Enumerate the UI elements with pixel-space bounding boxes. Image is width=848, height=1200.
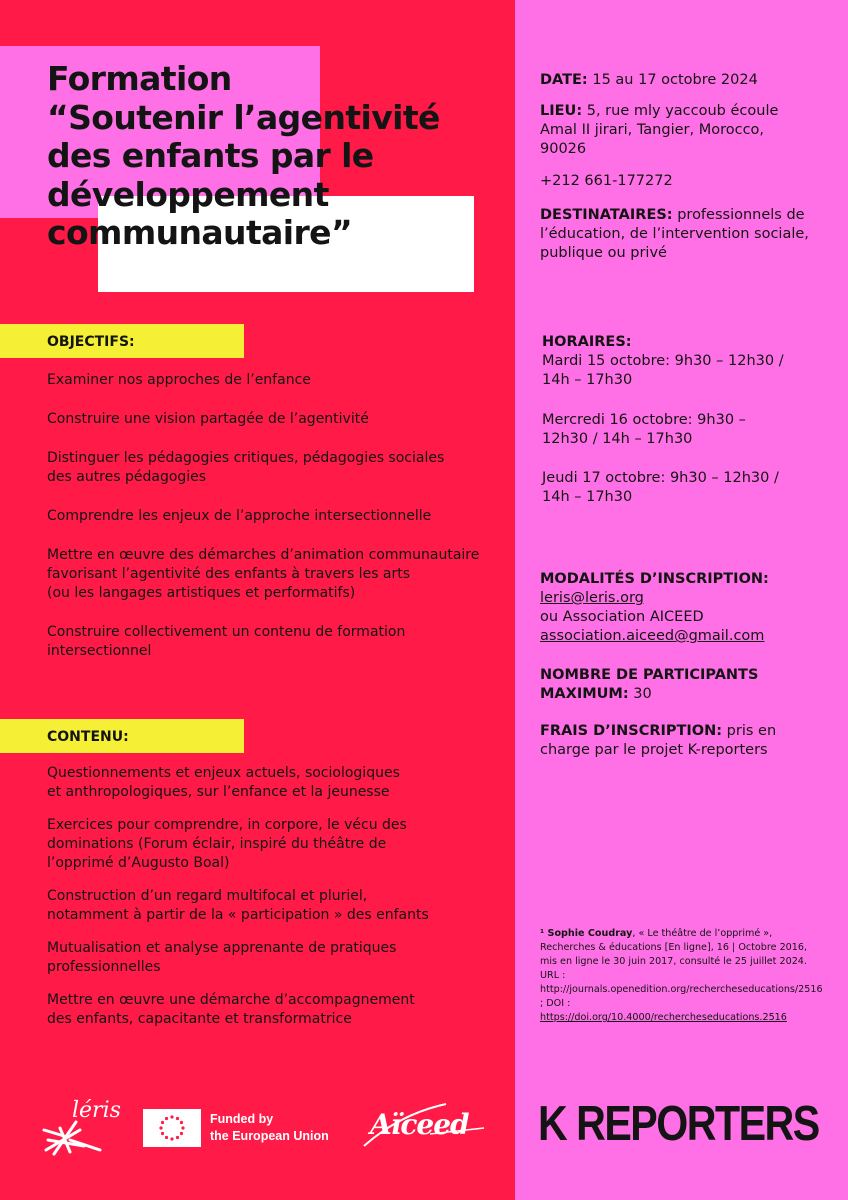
horaire-item: Mardi 15 octobre: 9h30 – 12h30 / 14h – 17h30 <box>542 353 784 388</box>
date-info <box>540 71 830 90</box>
eu-flag-icon <box>143 1109 201 1147</box>
nombre-value: 30 <box>628 686 652 702</box>
footnote-author: ¹ Sophie Coudray <box>540 928 633 939</box>
contenu-label: CONTENU: <box>0 719 244 753</box>
title-line: communautaire” <box>47 213 353 252</box>
nombre-info <box>540 666 830 704</box>
frais-label: FRAIS D’INSCRIPTION: <box>540 723 723 739</box>
frais-info <box>540 722 830 760</box>
objectifs-label: OBJECTIFS: <box>0 324 244 358</box>
leris-logo-text: léris <box>72 1098 121 1123</box>
list-item: Construction d’un regard multifocal et pluriel, notamment à partir de la « participation » des enfants <box>47 888 429 923</box>
list-item: Questionnements et enjeux actuels, sociologiques et anthropologiques, sur l’enfance et la jeunesse <box>47 765 400 800</box>
destinataires-value: professionnels de l’éducation, de l’intervention sociale, publique ou privé <box>540 207 809 261</box>
footnote-text: , « Le théâtre de l’opprimé », Recherches & éducations [En ligne], 16 | Octobre 2016, mis en ligne le 30 juin 2017, consulté le 25 juillet 2024. URL : http://journals.openedition.org/rechercheseducations/2516 ; DOI : <box>540 928 823 1009</box>
or-association-text: ou Association AICEED <box>540 609 704 625</box>
list-item: Comprendre les enjeux de l’approche intersectionnelle <box>47 508 432 524</box>
leris-logo <box>40 1100 120 1158</box>
phone-number: +212 661-177272 <box>540 173 673 189</box>
list-item: Construire collectivement un contenu de formation intersectionnel <box>47 624 406 659</box>
eu-funded-line2: the European Union <box>210 1129 329 1143</box>
footnote-doi-link[interactable]: https://doi.org/10.4000/rechercheseducations.2516 <box>540 1012 787 1023</box>
list-item: Mettre en œuvre des démarches d’animation communautaire favorisant l’agentivité des enfants à travers les arts (ou les langages artistiques et performatifs) <box>47 547 480 601</box>
title-line: des enfants par le <box>47 136 374 175</box>
email-link-aiceed[interactable]: association.aiceed@gmail.com <box>540 628 765 644</box>
page-title <box>47 60 487 253</box>
horaire-item: Jeudi 17 octobre: 9h30 – 12h30 / 14h – 17h30 <box>542 470 779 505</box>
aiceed-logo-text: Aïceed <box>370 1108 469 1141</box>
list-item: Examiner nos approches de l’enfance <box>47 372 311 388</box>
horaires-label: HORAIRES: <box>542 334 632 350</box>
modalites-label: MODALITÉS D’INSCRIPTION: <box>540 571 769 587</box>
date-value: 15 au 17 octobre 2024 <box>587 72 758 88</box>
email-link-leris[interactable]: leris@leris.org <box>540 590 644 606</box>
list-item: Distinguer les pédagogies critiques, pédagogies sociales des autres pédagogies <box>47 450 445 485</box>
destinataires-info <box>540 206 830 263</box>
destinataires-label: DESTINATAIRES: <box>540 207 673 223</box>
eu-logo <box>143 1109 343 1147</box>
list-item: Exercices pour comprendre, in corpore, le vécu des dominations (Forum éclair, inspiré du théâtre de l’opprimé d’Augusto Boal) <box>47 817 407 871</box>
nombre-label: NOMBRE DE PARTICIPANTS MAXIMUM: <box>540 667 759 702</box>
date-label: DATE: <box>540 72 588 88</box>
title-line: “Soutenir l’agentivité <box>47 97 440 137</box>
lieu-label: LIEU: <box>540 103 583 119</box>
title-line: Formation <box>47 59 232 98</box>
horaires-info <box>542 333 832 390</box>
aiceed-logo <box>360 1094 490 1154</box>
k-reporters-brand: K REPORTERS <box>538 1097 819 1151</box>
eu-funded-line1: Funded by <box>210 1112 274 1126</box>
modalites-info <box>540 570 830 646</box>
lieu-value: 5, rue mly yaccoub écoule Amal II jirari, Tangier, Morocco, 90026 <box>540 103 779 157</box>
list-item: Construire une vision partagée de l’agentivité <box>47 411 369 427</box>
list-item: Mutualisation et analyse apprenante de pratiques professionnelles <box>47 940 397 975</box>
frais-value: pris en charge par le projet K-reporters <box>540 723 777 758</box>
footnote <box>540 927 823 1025</box>
contenu-list <box>47 764 507 1043</box>
lieu-info <box>540 102 830 159</box>
objectifs-list <box>47 371 507 681</box>
title-line: développement <box>47 174 329 214</box>
list-item: Mettre en œuvre une démarche d’accompagnement des enfants, capacitante et transformatrice <box>47 992 415 1027</box>
horaire-item: Mercredi 16 octobre: 9h30 – 12h30 / 14h – 17h30 <box>542 412 746 447</box>
